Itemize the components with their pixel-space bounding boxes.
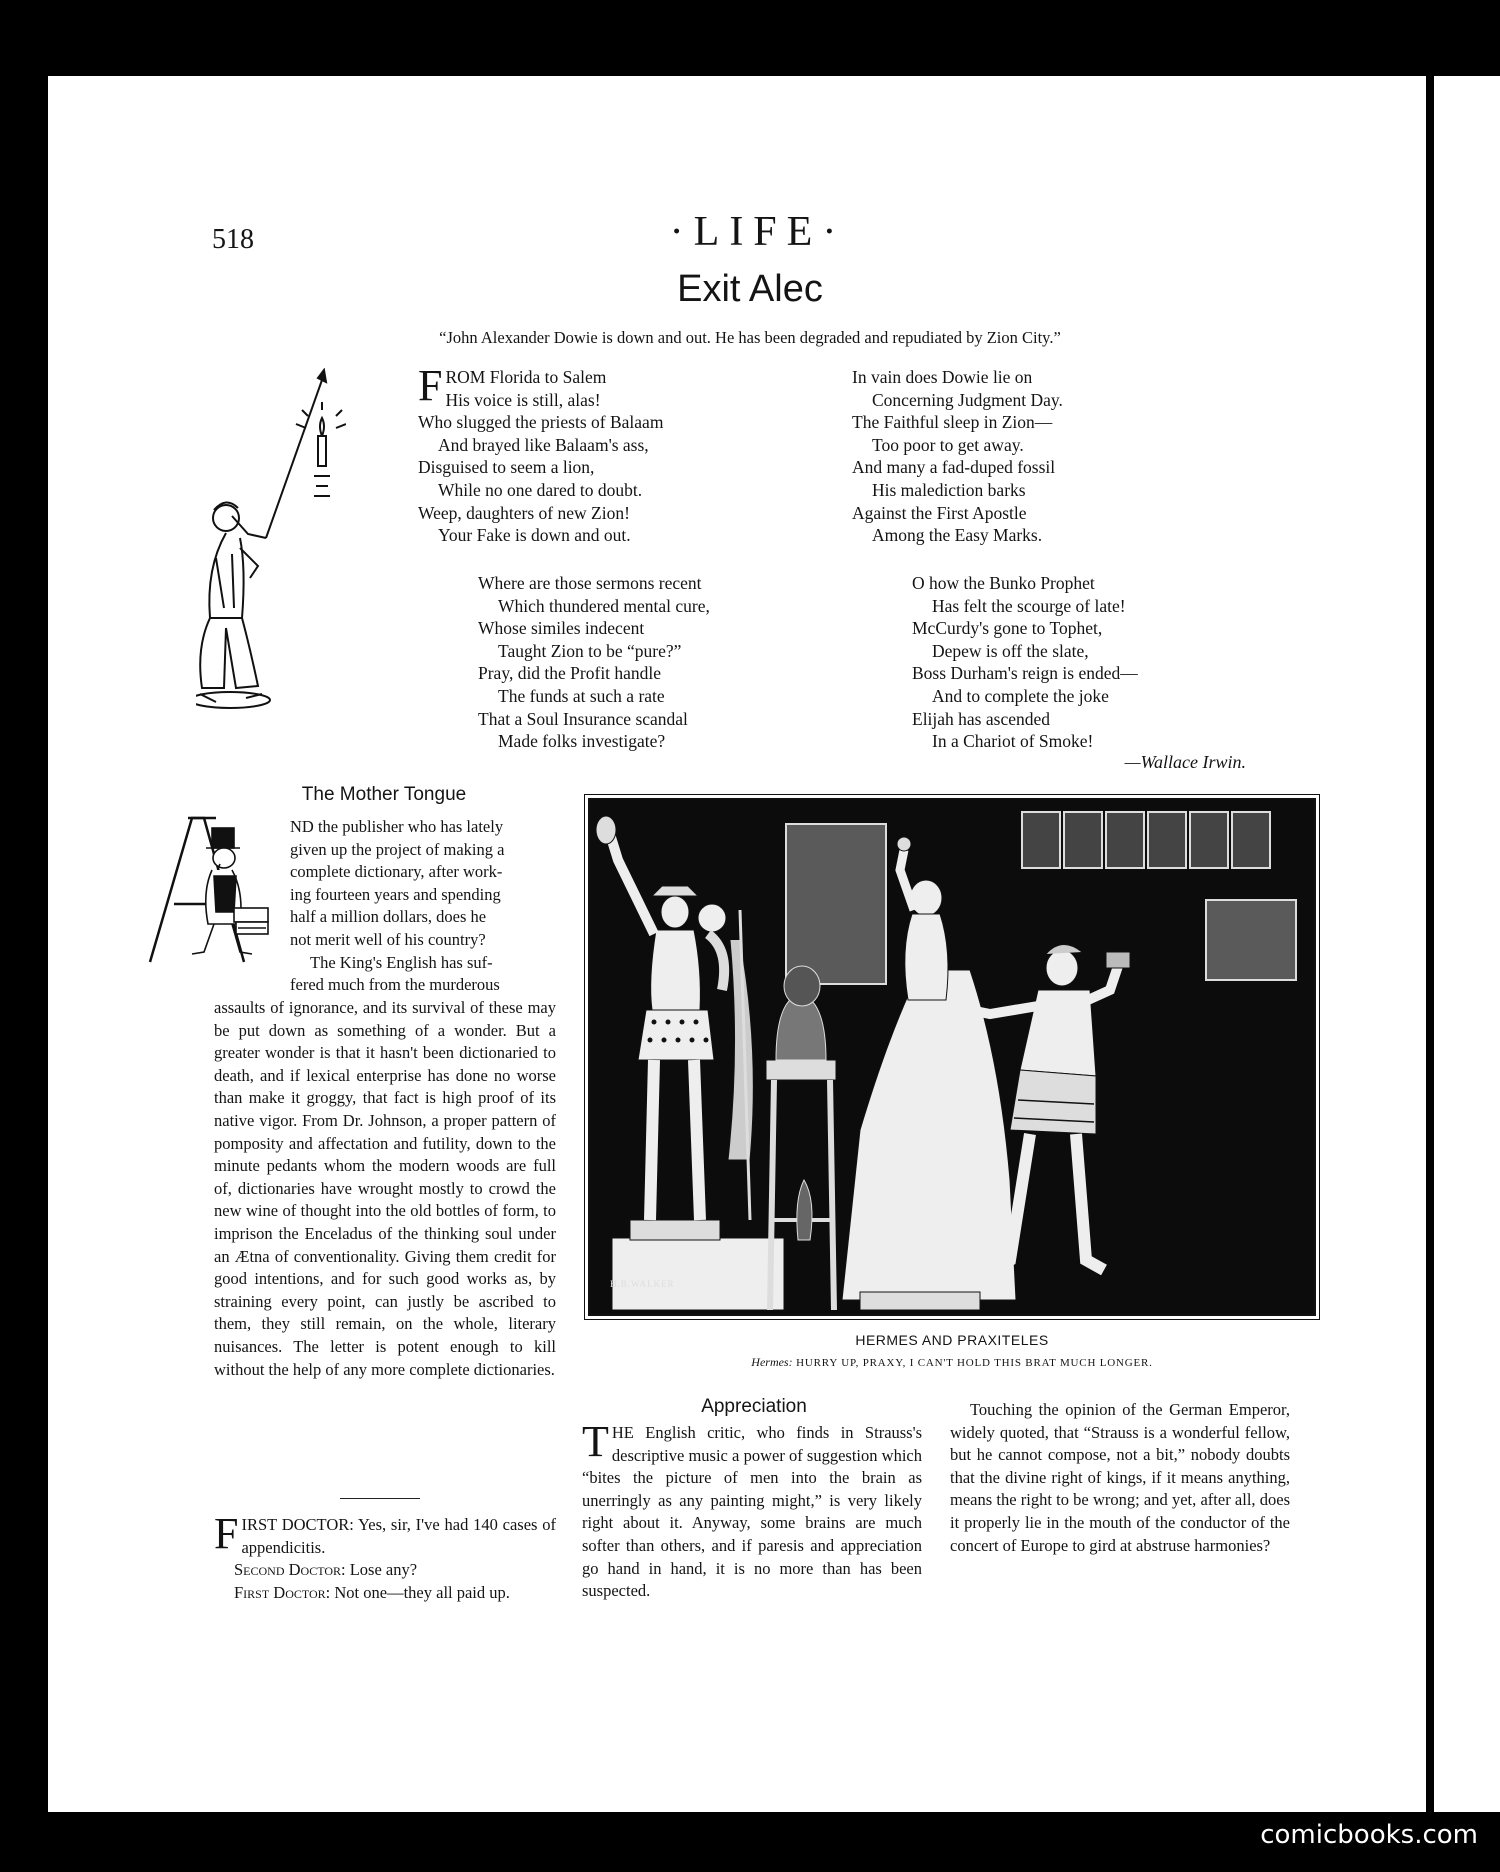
appreciation-column-2: Touching the opinion of the German Emperor, widely quoted, that “Strauss is a wonderful fellow, but he cannot compose, not a bit,” nobody doubts that the divine right of kings, if it means anything, means the right to be wrong; and yet, after all, does it properly lie in the mouth of the conductor of the concert of Europe to gird at abstruse harmonies? bbox=[950, 1400, 1290, 1555]
verse-line: Has felt the scourge of late! bbox=[932, 595, 1126, 616]
artist-signature: H.B.WALKER bbox=[610, 1279, 675, 1289]
verse-line: And brayed like Balaam's ass, bbox=[438, 434, 649, 455]
verse-line: Taught Zion to be “pure?” bbox=[498, 640, 682, 661]
poem-stanza-3 bbox=[478, 572, 710, 753]
verse-line: Your Fake is down and out. bbox=[438, 525, 631, 546]
mt-line: given up the project of making a bbox=[290, 839, 505, 859]
verse-line: In vain does Dowie lie on bbox=[852, 367, 1033, 387]
mt-line: not merit well of his country? bbox=[290, 929, 486, 949]
mt-line: half a million dollars, does he bbox=[290, 907, 487, 927]
poem-stanza-4 bbox=[912, 572, 1138, 753]
appreciation-heading: Appreciation bbox=[701, 1396, 807, 1417]
verse-line: Where are those sermons recent bbox=[478, 573, 702, 593]
verse-line: The funds at such a rate bbox=[498, 685, 665, 706]
dropcap-t: T bbox=[582, 1417, 609, 1466]
mt-line: The King's English has suf- bbox=[310, 952, 493, 972]
article-title: Exit Alec bbox=[677, 268, 823, 310]
verse-line: Who slugged the priests of Balaam bbox=[418, 412, 664, 433]
candle-lighter-illustration bbox=[196, 368, 346, 738]
mt-line: fered much from the murderous bbox=[290, 975, 500, 995]
mother-tongue-heading: The Mother Tongue bbox=[301, 784, 467, 805]
page-number: 518 bbox=[212, 224, 254, 255]
verse-line: Concerning Judgment Day. bbox=[872, 389, 1063, 410]
doctor-dialogue bbox=[214, 1509, 556, 1604]
verse-line: Made folks investigate? bbox=[498, 731, 666, 752]
section-divider bbox=[340, 1498, 420, 1499]
verse-line: Which thundered mental cure, bbox=[498, 595, 710, 616]
poem-byline: —Wallace Irwin. bbox=[1124, 752, 1246, 772]
verse-line: That a Soul Insurance scandal bbox=[478, 708, 688, 729]
verse-line: Pray, did the Profit handle bbox=[478, 663, 662, 684]
verse-line: Among the Easy Marks. bbox=[872, 525, 1043, 546]
poem-stanza-2 bbox=[852, 366, 1063, 547]
verse-line: Against the First Apostle bbox=[852, 502, 1027, 523]
verse-line: The Faithful sleep in Zion— bbox=[852, 412, 1053, 433]
verse-line: His malediction barks bbox=[872, 479, 1026, 500]
dropcap-f: F bbox=[418, 361, 443, 410]
dialogue-line-1: FIRST DOCTOR: Yes, sir, I've had 140 cases of appendicitis. bbox=[214, 1509, 556, 1558]
verse-line: Weep, daughters of new Zion! bbox=[418, 502, 630, 523]
dropcap-f: F bbox=[214, 1509, 239, 1558]
verse-line: In a Chariot of Smoke! bbox=[932, 731, 1094, 752]
dialogue-line-3: First Doctor: Not one—they all paid up. bbox=[234, 1582, 510, 1602]
mt-line: ing fourteen years and spending bbox=[290, 884, 501, 904]
adjacent-page-edge bbox=[1434, 76, 1500, 1812]
poem-stanza-1 bbox=[418, 361, 664, 547]
illustration-caption-dialogue: Hermes: HURRY UP, PRAXY, I CAN'T HOLD THIS BRAT MUCH LONGER. bbox=[751, 1355, 1153, 1369]
verse-line: While no one dared to doubt. bbox=[438, 479, 643, 500]
mother-tongue-indented-lines bbox=[290, 816, 556, 997]
verse-line: ROM Florida to Salem bbox=[445, 367, 607, 387]
masthead: ·LIFE· bbox=[669, 209, 847, 255]
verse-line: And many a fad-duped fossil bbox=[852, 457, 1056, 478]
dialogue-line-2: Second Doctor: Lose any? bbox=[234, 1560, 418, 1580]
verse-line: Disguised to seem a lion, bbox=[418, 457, 595, 478]
verse-line: Depew is off the slate, bbox=[932, 640, 1089, 661]
verse-line: Whose similes indecent bbox=[478, 618, 645, 639]
verse-line: McCurdy's gone to Tophet, bbox=[912, 618, 1103, 639]
mother-tongue-body: assaults of ignorance, and its survival of these may be put down as something of a wonder. But a greater wonder is that it hasn't been dictionaried to death, and if lexical enterprise has done no worse than make it groggy, that fact is high proof of its native vigor. From Dr. Johnson, a proper pattern of pomposity and affectation and futility, down to the minute pedants whom the modern woods are full of, dictionaries have wrought mostly to crowd the new wine of thought into the old bottles of form, to imprison the Enceladus of the thinking soul under an Ætna of conventionality. Giving them credit for good intentions, and for such good works as, by straining every point, can justly be ascribed to them, they still remain, on the whole, literary nuisances. The letter is potent enough to kill without the help of any more complete dictionaries. bbox=[214, 998, 556, 1379]
watermark: comicbooks.com bbox=[1260, 1820, 1478, 1850]
verse-line: His voice is still, alas! bbox=[445, 389, 601, 410]
verse-line: O how the Bunko Prophet bbox=[912, 573, 1095, 593]
verse-line: Boss Durham's reign is ended— bbox=[912, 663, 1138, 684]
mt-line: ND the publisher who has lately bbox=[290, 817, 504, 836]
verse-line: Too poor to get away. bbox=[872, 434, 1024, 455]
epigraph: “John Alexander Dowie is down and out. He has been degraded and repudiated by Zion City.” bbox=[439, 328, 1061, 347]
hermes-praxiteles-illustration bbox=[588, 798, 1316, 1316]
appreciation-column-1: THE English critic, who finds in Strauss's descriptive music a power of suggestion which “bites the picture of men into the brain as unerringly as any painting might,” is very likely right about it. Anyway, some brains are much softer than others, and if paresis and appreciation go hand in hand, it is no more than has been suspected. bbox=[582, 1417, 923, 1601]
mt-line: complete dictionary, after work- bbox=[290, 862, 503, 882]
verse-line: And to complete the joke bbox=[932, 685, 1109, 706]
verse-line: Elijah has ascended bbox=[912, 708, 1051, 729]
letter-a-illustration bbox=[144, 812, 284, 968]
illustration-caption-title: HERMES AND PRAXITELES bbox=[855, 1332, 1049, 1348]
